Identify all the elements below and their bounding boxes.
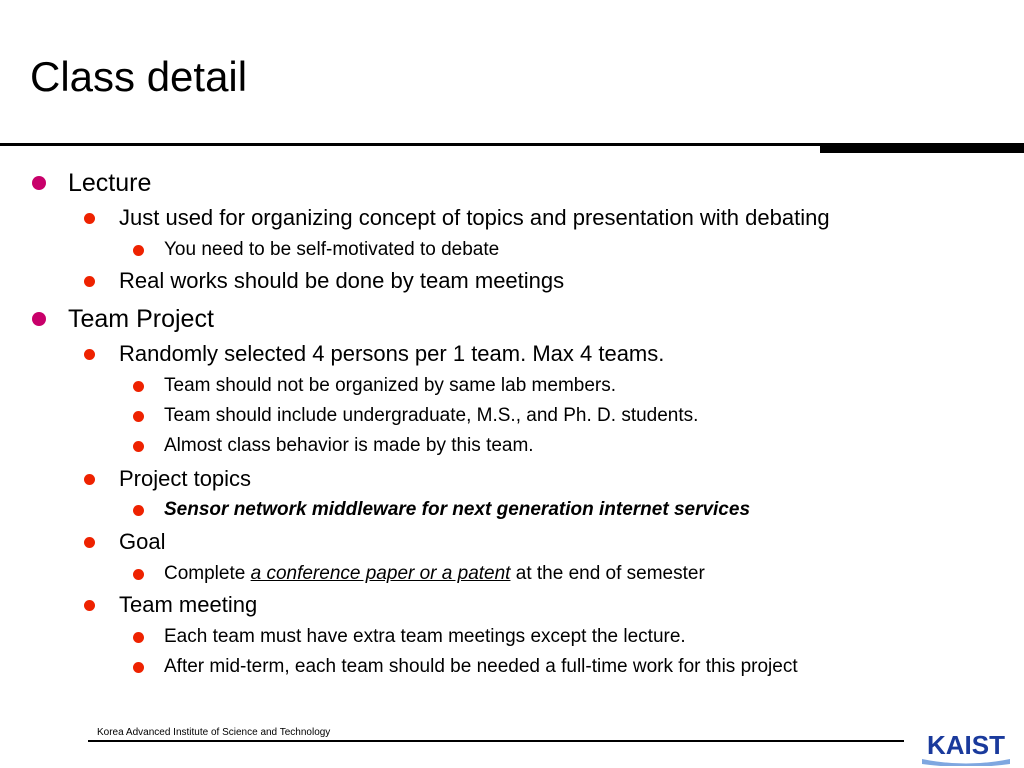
outline-item-extra-meetings: Each team must have extra team meetings except the lecture.: [164, 626, 686, 647]
bullet-icon: [133, 632, 144, 643]
outline-item-full-time-work: After mid-term, each team should be needed a full-time work for this project: [164, 656, 798, 677]
outline-item-team-selection: Randomly selected 4 persons per 1 team. Max 4 teams.: [119, 341, 665, 366]
outline-item-self-motivated: You need to be self-motivated to debate: [164, 239, 500, 260]
outline-item-real-works: Real works should be done by team meetings: [119, 268, 565, 293]
outline-item-student-mix: Team should include undergraduate, M.S., and Ph. D. students.: [164, 405, 699, 426]
goal-emphasis: a conference paper or a patent: [250, 563, 511, 584]
outline-item-team-project: Team Project: [68, 305, 214, 333]
logo-wordmark: KAIST: [927, 730, 1005, 760]
bullet-icon: [133, 441, 144, 452]
bullet-icon: [133, 245, 144, 256]
bullet-icon: [32, 176, 46, 190]
outline-item-lecture: Lecture: [68, 169, 152, 197]
outline-item-lecture-organizing: Just used for organizing concept of topics and presentation with debating: [119, 205, 830, 230]
outline-item-team-meeting: Team meeting: [119, 592, 258, 617]
bullet-icon: [133, 505, 144, 516]
bullet-icon: [133, 662, 144, 673]
title-divider: [0, 143, 820, 146]
bullet-icon: [84, 213, 95, 224]
bullet-icon: [84, 600, 95, 611]
logo-swoosh: [922, 759, 1010, 766]
bullet-icon: [84, 349, 95, 360]
bullet-icon: [133, 569, 144, 580]
bullet-icon: [133, 411, 144, 422]
footer-divider: [88, 740, 904, 742]
outline-item-class-behavior: Almost class behavior is made by this team.: [164, 435, 534, 456]
bullet-icon: [84, 537, 95, 548]
bullet-icon: [32, 312, 46, 326]
outline-item-project-topic-title: Sensor network middleware for next generation internet services: [164, 499, 751, 520]
outline-item-project-topics: Project topics: [119, 466, 252, 491]
bullet-icon: [84, 276, 95, 287]
outline-item-goal: Goal: [119, 529, 166, 554]
bullet-icon: [133, 381, 144, 392]
footer-institution: Korea Advanced Institute of Science and Technology: [97, 727, 331, 738]
goal-suffix: at the end of semester: [510, 563, 705, 584]
kaist-logo: [920, 728, 1012, 766]
bullet-icon: [84, 474, 95, 485]
title-divider-accent: [820, 143, 1024, 153]
outline-item-goal-detail: [164, 562, 705, 585]
goal-prefix: Complete: [164, 563, 251, 584]
slide-title: Class detail: [30, 53, 248, 100]
outline-item-lab-members: Team should not be organized by same lab members.: [164, 375, 617, 396]
